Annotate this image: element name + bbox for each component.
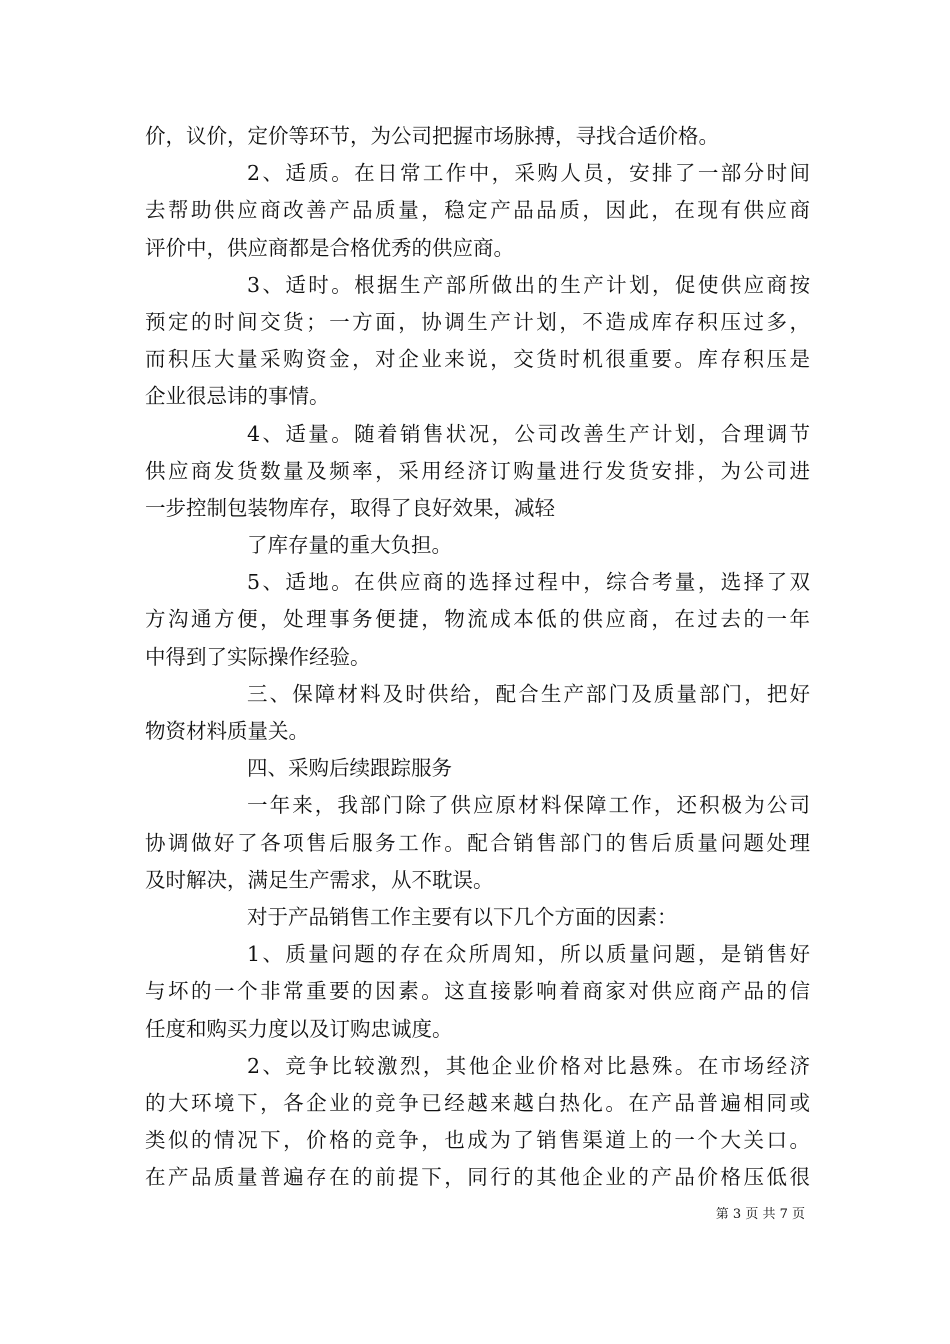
- text-line: 四、采购后续跟踪服务: [247, 756, 452, 781]
- page-number-footer: 第 3 页 共 7 页: [715, 1207, 805, 1222]
- text-line: 预定的时间交货；一方面，协调生产计划，不造成库存积压过多，: [145, 309, 810, 334]
- text-line: 价，议价，定价等环节，为公司把握市场脉搏，寻找合适价格。: [145, 124, 719, 148]
- text-line: 任度和购买力度以及订购忠诚度。: [145, 1016, 453, 1041]
- text-line: 一年来，我部门除了供应原材料保障工作，还积极为公司: [247, 793, 810, 818]
- text-line: 评价中，供应商都是合格优秀的供应商。: [145, 235, 514, 260]
- text-line: 2、竞争比较激烈，其他企业价格对比悬殊。在市场经济: [247, 1053, 810, 1078]
- text-line: 中得到了实际操作经验。: [145, 644, 371, 669]
- text-line: 物资材料质量关。: [145, 719, 309, 743]
- text-line: 了库存量的重大负担。: [247, 533, 452, 558]
- text-line: 三、保障材料及时供给，配合生产部门及质量部门，把好: [247, 681, 810, 706]
- text-line: 与坏的一个非常重要的因素。这直接影响着商家对供应商产品的信: [145, 979, 810, 1004]
- document-body: [145, 118, 810, 1196]
- text-line: 2、适质。在日常工作中，采购人员，安排了一部分时间: [247, 161, 810, 186]
- text-line: 的大环境下，各企业的竞争已经越来越白热化。在产品普遍相同或: [145, 1090, 810, 1115]
- text-line: 1、质量问题的存在众所周知，所以质量问题，是销售好: [247, 942, 810, 967]
- text-line: 在产品质量普遍存在的前提下，同行的其他企业的产品价格压低很: [145, 1165, 810, 1190]
- text-line: 及时解决，满足生产需求，从不耽误。: [145, 867, 494, 892]
- text-line: 对于产品销售工作主要有以下几个方面的因素：: [247, 904, 678, 929]
- text-line: 供应商发货数量及频率，采用经济订购量进行发货安排，为公司进: [145, 458, 810, 483]
- text-line: 5、适地。在供应商的选择过程中，综合考量，选择了双: [247, 570, 810, 595]
- text-line: 一步控制包装物库存，取得了良好效果，减轻: [145, 495, 555, 520]
- text-line: 去帮助供应商改善产品质量，稳定产品品质，因此，在现有供应商: [145, 198, 810, 223]
- text-line: 企业很忌讳的事情。: [145, 384, 330, 409]
- text-line: 3、适时。根据生产部所做出的生产计划，促使供应商按: [247, 272, 810, 297]
- text-line: 协调做好了各项售后服务工作。配合销售部门的售后质量问题处理: [145, 830, 810, 855]
- text-line: 类似的情况下，价格的竞争，也成为了销售渠道上的一个大关口。: [145, 1128, 810, 1153]
- text-line: 方沟通方便，处理事务便捷，物流成本低的供应商，在过去的一年: [145, 607, 810, 632]
- text-line: 4、适量。随着销售状况，公司改善生产计划，合理调节: [247, 421, 810, 446]
- text-line: 而积压大量采购资金，对企业来说，交货时机很重要。库存积压是: [145, 347, 810, 372]
